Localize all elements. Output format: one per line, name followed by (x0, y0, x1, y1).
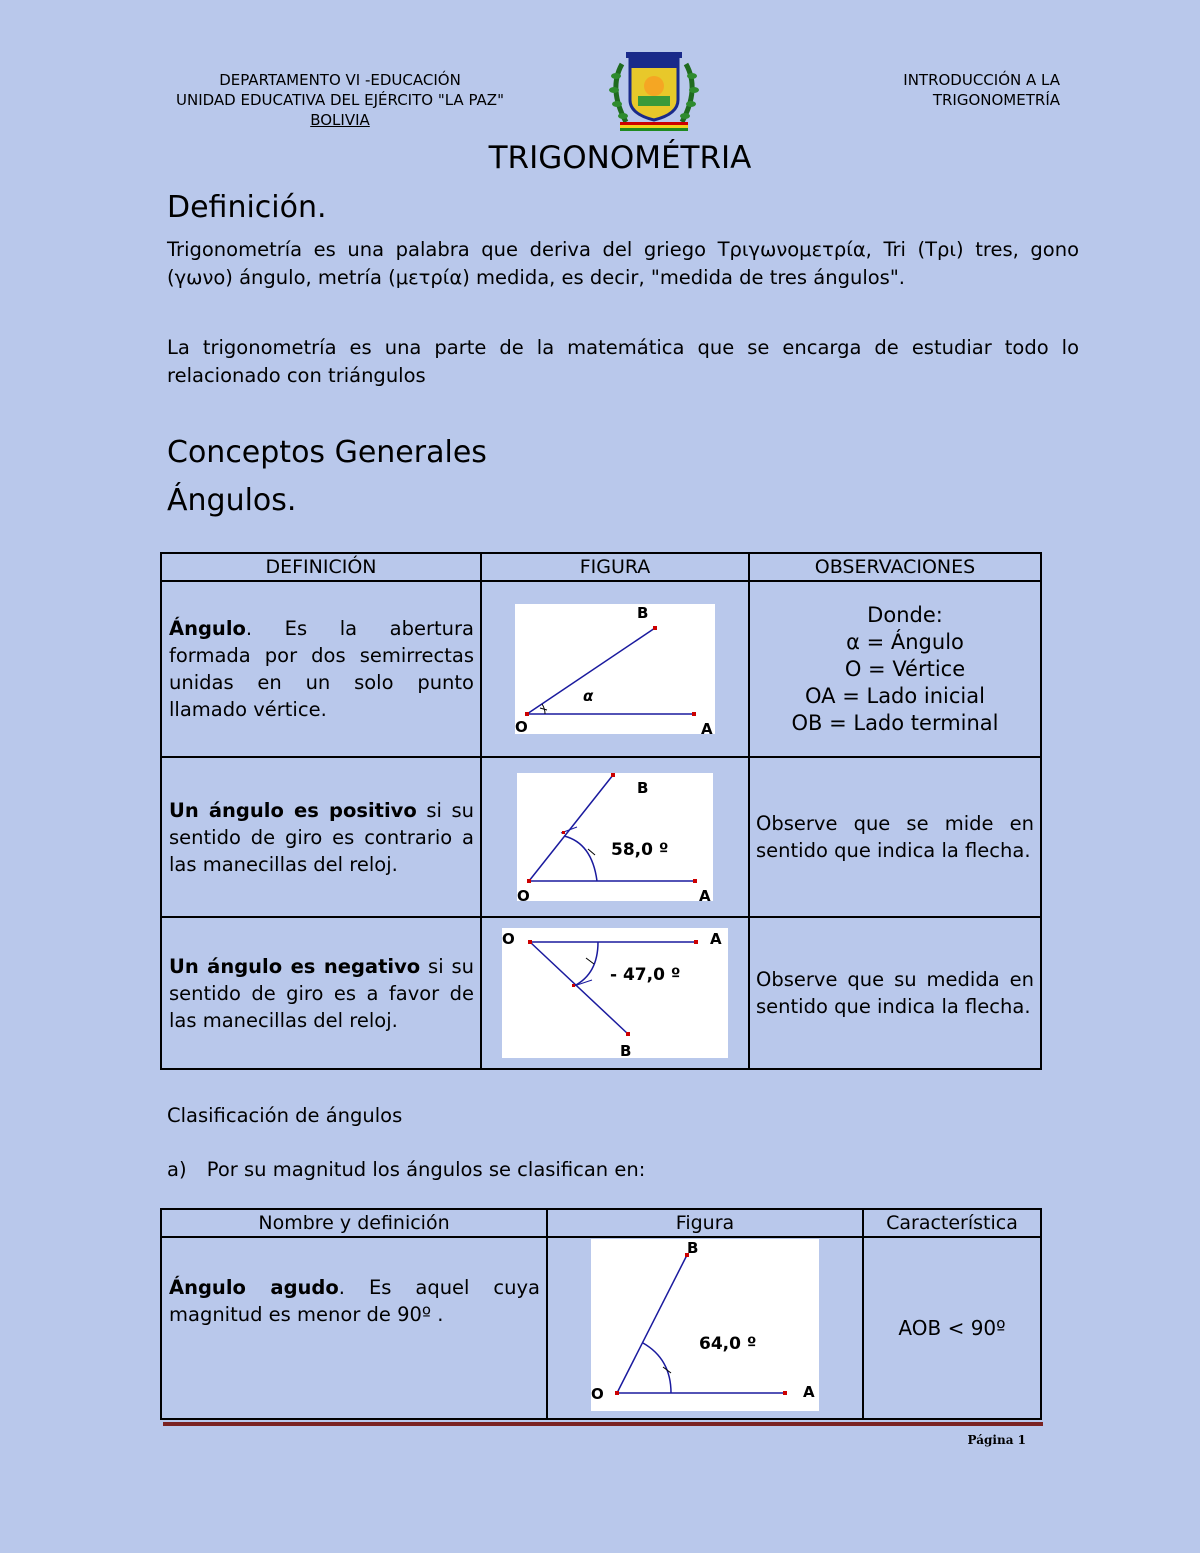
term-positive-angle: Un ángulo es positivo (169, 798, 417, 822)
col-header-nombre: Nombre y definición (161, 1209, 547, 1237)
obs-line: O = Vértice (844, 656, 966, 681)
obs-line: OB = Lado terminal (791, 710, 999, 735)
initial-side-label: A (803, 1383, 815, 1401)
terminal-side-label: B (687, 1239, 699, 1257)
term-angulo: Ángulo (169, 617, 246, 640)
table-row (161, 1237, 1041, 1419)
term-negative-angle: Un ángulo es negativo (169, 954, 421, 978)
observations-cell: Observe que se mide en sentido que indica la flecha. (749, 757, 1041, 917)
term-acute-angle: Ángulo agudo (169, 1276, 339, 1299)
negative-angle-figure (502, 928, 728, 1058)
observations-cell (749, 581, 1041, 757)
vertex-label: O (591, 1385, 604, 1403)
terminal-side-label: B (637, 604, 649, 622)
header-country: BOLIVIA (310, 111, 370, 129)
initial-side-label: A (699, 887, 711, 901)
footer-rule (163, 1422, 1043, 1426)
vertex-label: O (517, 887, 530, 901)
heading-angulos: Ángulos. (167, 483, 297, 518)
definition-text: . Es la abertura formada por dos semirrectas unidas en un solo punto llamado vértice. (169, 617, 474, 721)
header-institution (140, 70, 540, 130)
col-header-caracteristica: Característica (863, 1209, 1041, 1237)
header-subject-line2: TRIGONOMETRÍA (932, 91, 1060, 109)
col-header-definicion: DEFINICIÓN (161, 553, 481, 581)
angle-measure: 58,0 º (611, 840, 669, 860)
classification-table (160, 1208, 1042, 1420)
vertex-label: O (502, 930, 515, 948)
list-item-text: Por su magnitud los ángulos se clasifican en: (206, 1158, 646, 1181)
header-dept: DEPARTAMENTO VI -EDUCACIÓN (219, 71, 461, 89)
list-item-a (167, 1158, 645, 1181)
initial-side-label: A (710, 930, 722, 948)
table-row (161, 757, 1041, 917)
definition-cell (161, 757, 481, 917)
definition-cell (161, 581, 481, 757)
angle-measure: - 47,0 º (610, 965, 681, 985)
heading-conceptos: Conceptos Generales (167, 435, 487, 470)
definition-cell (161, 1237, 547, 1419)
header-subject (820, 70, 1060, 110)
definition-text: si su sentido de giro es a favor de las manecillas del reloj. (169, 954, 474, 1032)
definition-cell (161, 917, 481, 1069)
obs-line: OA = Lado inicial (805, 683, 985, 708)
definition-text: si su sentido de giro es contrario a las manecillas del reloj. (169, 798, 475, 876)
col-header-figura: FIGURA (481, 553, 749, 581)
figure-cell (481, 581, 749, 757)
heading-clasificacion: Clasificación de ángulos (167, 1104, 403, 1127)
list-marker: a) (167, 1158, 187, 1181)
figure-cell (547, 1237, 863, 1419)
angle-measure: 64,0 º (699, 1334, 757, 1354)
figure-cell (481, 757, 749, 917)
characteristic-cell: AOB < 90º (863, 1237, 1041, 1419)
angles-table (160, 552, 1042, 1070)
table-header-row (161, 1209, 1041, 1237)
document-title: TRIGONOMÉTRIA (488, 140, 752, 176)
alpha-label: α (583, 687, 594, 705)
positive-angle-figure (517, 773, 713, 901)
definition-text: . Es aquel cuya magnitud es menor de 90º . (169, 1276, 540, 1326)
col-header-figura: Figura (547, 1209, 863, 1237)
figure-cell (481, 917, 749, 1069)
table-row (161, 581, 1041, 757)
header-subject-line1: INTRODUCCIÓN A LA (903, 71, 1060, 89)
school-crest-logo (604, 44, 704, 132)
table-row (161, 917, 1041, 1069)
paragraph-etymology: Trigonometría es una palabra que deriva del griego Τριγωνομετρία, Tri (Τρι) tres, gono (γωνο) ángulo, metría (μετρία) medida, es decir, "medida de tres ángulos". (167, 238, 1079, 289)
paragraph-definition: La trigonometría es una parte de la matemática que se encarga de estudiar todo lo relacionado con triángulos (167, 336, 1079, 387)
vertex-label: O (515, 718, 528, 734)
heading-definicion: Definición. (167, 190, 327, 225)
header-school: UNIDAD EDUCATIVA DEL EJÉRCITO "LA PAZ" (176, 91, 504, 109)
acute-angle-figure (591, 1239, 819, 1411)
terminal-side-label: B (620, 1042, 632, 1058)
initial-side-label: A (701, 720, 713, 734)
page-number: Página 1 (967, 1433, 1026, 1447)
observations-cell: Observe que su medida en sentido que indica la flecha. (749, 917, 1041, 1069)
obs-line: α = Ángulo (846, 629, 964, 654)
obs-line: Donde: (867, 602, 943, 627)
table-header-row (161, 553, 1041, 581)
terminal-side-label: B (637, 779, 649, 797)
angle-figure (515, 604, 715, 734)
col-header-observaciones: OBSERVACIONES (749, 553, 1041, 581)
